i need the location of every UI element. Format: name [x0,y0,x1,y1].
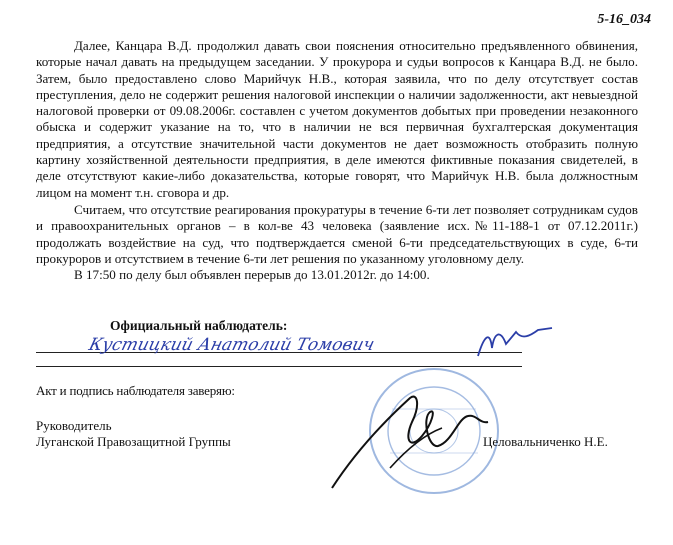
observer-handwritten-name: Кустицкий Анатолий Томович [86,335,377,355]
signature-mark [318,378,498,498]
document-body [36,38,638,283]
head-title-line-2: Луганской Правозащитной Группы [36,434,231,449]
head-title-line-1: Руководитель [36,418,112,433]
observer-block [36,318,638,368]
paragraph-testimony: Далее, Канцара В.Д. продолжил давать свои пояснения относительно предъявленного обвинения, которые начал давать на предыдущем заседании. У прокурора и судьи вопросов к Канцара В.Д. не было. Затем, было предоставлено слово Марийчук Н.В., которая заявила, что по делу отсутствует состав преступления, дело не содержит решения налоговой инспекции о наличии задолженности, акт невыездной налоговой проверки от 09.08.2006г. составлен с учетом документов добытых при проведении незаконного обыска и содержит указание на то, что в наличии не вся первичная бухгалтерская документация предприятия, а отсутствие значительной части документов не дает возможность отобразить полную картину хозяйственной деятельности предприятия, в деле имеются фиктивные показания свидетелей, в деле отсутствуют какие-либо доказательства, которые говорят, что Марийчук Н.В. была должностным лицом на момент т.н. сговора и др. [36,38,638,200]
head-name: Целовальниченко Н.Е. [483,434,608,449]
observer-signature-mark [478,328,552,356]
head-title [36,418,231,450]
document-id: 5-16_034 [597,12,651,27]
paragraph-recess: В 17:50 по делу был объявлен перерыв до 13.01.2012г. до 14:00. [74,267,430,283]
observer-label: Официальный наблюдатель: [110,318,288,333]
certification-text: Акт и подпись наблюдателя заверяю: [36,383,235,398]
observer-handwriting [86,326,556,360]
paragraph-statement: Считаем, что отсутствие реагирования прокуратуры в течение 6-ти лет позволяет сотрудникам судов и правоохранительных органов – в кол-ве 43 человека (заявление исх.№11-188-1 от 07.12.2011г.) продолжать воздействие на суд, что подтверждается сменой 6-ти председательствующих в суде, 6-ти прокуроров и отсутствием в течение 6-ти лет решения по указанному уголовному делу. [36,201,638,266]
